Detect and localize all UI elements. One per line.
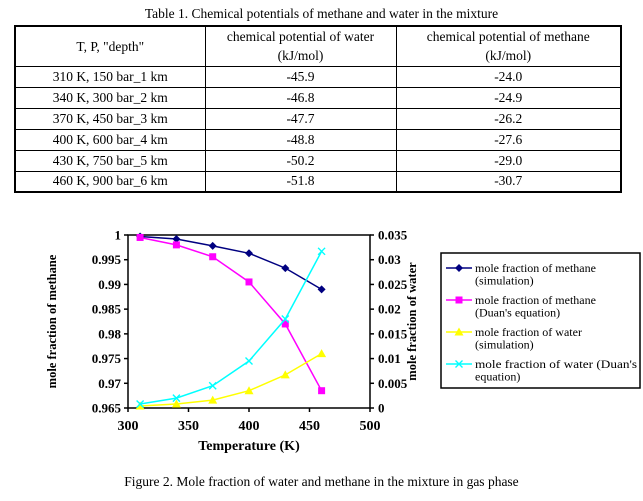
x-axis-tick-label: 300 <box>117 419 139 434</box>
cell-water-potential: -47.7 <box>205 108 396 129</box>
series-marker-mole-fraction-of-water-duan-s-equation <box>318 248 325 255</box>
right-axis-tick-label: 0 <box>378 400 385 416</box>
cell-methane-potential: -27.6 <box>396 129 621 150</box>
cell-condition: 340 K, 300 bar_2 km <box>15 87 205 108</box>
col-header-t-p-depth-label: T, P, "depth" <box>76 38 145 54</box>
col-header-water-potential <box>205 26 396 66</box>
table-row <box>15 66 621 87</box>
cell-methane-potential: -26.2 <box>396 108 621 129</box>
series-marker-mole-fraction-of-water-simulation <box>245 386 254 394</box>
cell-water-potential: -45.9 <box>205 66 396 87</box>
x-axis-title: Temperature (K) <box>198 439 300 454</box>
figure2-chart-area <box>0 220 643 470</box>
col-header-methane-line1: chemical potential of methane <box>426 29 590 45</box>
left-axis-tick-label: 0.995 <box>91 252 121 268</box>
right-axis-tick-label: 0.01 <box>378 351 401 367</box>
table-body <box>15 66 621 192</box>
right-axis-tick-label: 0.02 <box>378 301 401 317</box>
series-line-mole-fraction-of-methane-duan-s-equation <box>140 237 322 390</box>
figure-caption: Figure 2. Mole fraction of water and methane in the mixture in gas phase <box>124 474 519 489</box>
left-axis-tick-label: 0.975 <box>91 351 121 367</box>
cell-condition: 400 K, 600 bar_4 km <box>15 129 205 150</box>
cell-water-potential: -51.8 <box>205 171 396 192</box>
series-marker-mole-fraction-of-methane-simulation <box>318 285 326 293</box>
col-header-t-p-depth <box>15 26 205 66</box>
col-header-water-line2: (kJ/mol) <box>277 48 324 64</box>
table-header-row <box>15 26 621 66</box>
legend-marker-mole-fraction-of-methane-duan-s-equation <box>456 297 463 304</box>
cell-methane-potential: -24.0 <box>396 66 621 87</box>
table-title: Table 1. Chemical potentials of methane and water in the mixture <box>144 6 499 21</box>
x-axis-tick-label: 350 <box>178 419 199 434</box>
x-axis-tick-label: 450 <box>299 419 320 434</box>
right-axis-tick-label: 0.03 <box>378 252 401 268</box>
legend-label-mole-fraction-of-methane-duan-s-equation: (Duan's equation) <box>475 305 561 320</box>
cell-condition: 430 K, 750 bar_5 km <box>15 150 205 171</box>
left-y-axis-title: mole fraction of methane <box>45 254 59 389</box>
series-marker-mole-fraction-of-water-duan-s-equation <box>246 358 253 365</box>
series-marker-mole-fraction-of-water-duan-s-equation <box>209 382 216 389</box>
table-row <box>15 87 621 108</box>
chart-axes <box>124 235 374 412</box>
table-row <box>15 171 621 192</box>
series-marker-mole-fraction-of-methane-simulation <box>245 249 253 257</box>
legend-label-mole-fraction-of-water-simulation: (simulation) <box>475 337 534 352</box>
left-axis-tick-label: 1 <box>114 227 121 243</box>
cell-water-potential: -50.2 <box>205 150 396 171</box>
col-header-water-line1: chemical potential of water <box>226 29 375 45</box>
legend-label-mole-fraction-of-methane-simulation: mole fraction of methane <box>475 261 596 275</box>
series-marker-mole-fraction-of-methane-duan-s-equation <box>173 241 180 248</box>
cell-water-potential: -46.8 <box>205 87 396 108</box>
cell-methane-potential: -24.9 <box>396 87 621 108</box>
table-row <box>15 129 621 150</box>
left-axis-tick-label: 0.97 <box>98 375 121 391</box>
legend-label-mole-fraction-of-water-duan-s-equation: equation) <box>475 369 521 384</box>
legend-label-mole-fraction-of-water-simulation: mole fraction of water <box>475 325 582 339</box>
table-header <box>15 26 621 66</box>
cell-condition: 460 K, 900 bar_6 km <box>15 171 205 192</box>
series-marker-mole-fraction-of-methane-duan-s-equation <box>318 387 325 394</box>
left-axis-tick-label: 0.99 <box>98 276 121 292</box>
series-mole-fraction-of-methane-duan-s-equation <box>137 234 326 394</box>
right-axis-tick-label: 0.005 <box>378 375 408 391</box>
chart-legend <box>441 253 640 388</box>
series-marker-mole-fraction-of-water-simulation <box>317 349 326 357</box>
cell-water-potential: -48.8 <box>205 129 396 150</box>
legend-label-mole-fraction-of-methane-simulation: (simulation) <box>475 273 534 288</box>
series-line-mole-fraction-of-methane-simulation <box>140 236 322 289</box>
x-axis-tick-label: 400 <box>238 419 260 434</box>
col-header-methane-line2: (kJ/mol) <box>485 48 532 64</box>
col-header-methane-potential <box>396 26 621 66</box>
figure2-chart <box>0 220 643 470</box>
right-axis-tick-label: 0.025 <box>378 276 408 292</box>
cell-methane-potential: -29.0 <box>396 150 621 171</box>
table-row <box>15 150 621 171</box>
series-mole-fraction-of-methane-simulation <box>136 232 326 293</box>
left-axis-tick-label: 0.98 <box>98 326 121 342</box>
cell-condition: 310 K, 150 bar_1 km <box>15 66 205 87</box>
series-marker-mole-fraction-of-methane-duan-s-equation <box>209 253 216 260</box>
series-marker-mole-fraction-of-methane-simulation <box>209 242 217 250</box>
legend-label-mole-fraction-of-methane-duan-s-equation: mole fraction of methane <box>475 293 596 307</box>
series-marker-mole-fraction-of-methane-duan-s-equation <box>246 278 253 285</box>
legend-label-mole-fraction-of-water-duan-s-equation: mole fraction of water (Duan's <box>475 357 638 371</box>
table-row <box>15 108 621 129</box>
left-axis-tick-label: 0.985 <box>91 301 121 317</box>
left-axis-tick-label: 0.965 <box>91 400 121 416</box>
chemical-potentials-table <box>14 25 622 193</box>
right-y-axis-title: mole fraction of water <box>405 262 419 381</box>
series-marker-mole-fraction-of-methane-duan-s-equation <box>137 234 144 241</box>
plot-area-border <box>128 235 370 408</box>
cell-condition: 370 K, 450 bar_3 km <box>15 108 205 129</box>
series-line-mole-fraction-of-water-simulation <box>140 354 322 406</box>
series-marker-mole-fraction-of-methane-simulation <box>281 264 289 272</box>
series-marker-mole-fraction-of-water-simulation <box>281 370 290 378</box>
right-axis-tick-label: 0.035 <box>378 227 408 243</box>
series-mole-fraction-of-water-duan-s-equation <box>137 248 326 408</box>
cell-methane-potential: -30.7 <box>396 171 621 192</box>
right-axis-tick-label: 0.015 <box>378 326 408 342</box>
x-axis-tick-label: 500 <box>359 419 381 434</box>
